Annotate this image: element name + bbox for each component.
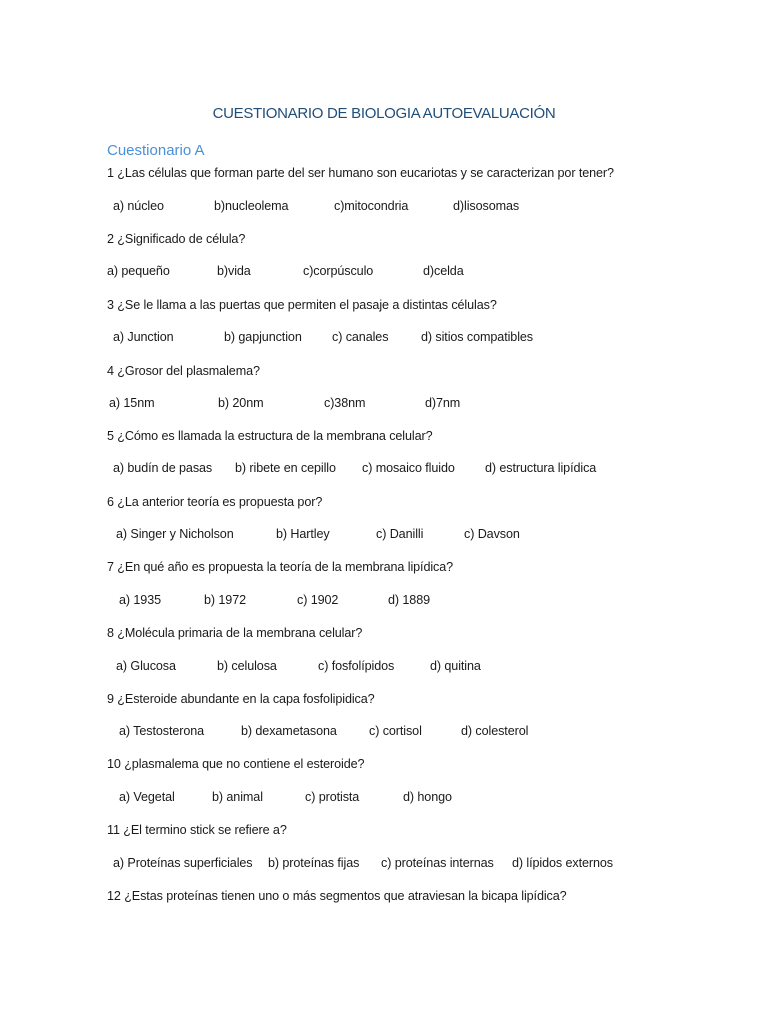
question-12: 12 ¿Estas proteínas tienen uno o más segmentos que atraviesan la bicapa lipídica? xyxy=(107,889,567,903)
option-7d: d) 1889 xyxy=(388,593,431,607)
document-title: CUESTIONARIO DE BIOLOGIA AUTOEVALUACIÓN xyxy=(212,105,556,122)
option-5d: d) estructura lipídica xyxy=(485,461,597,475)
question-6: 6 ¿La anterior teoría es propuesta por? xyxy=(107,495,323,509)
option-8b: b) celulosa xyxy=(217,659,277,673)
question-3: 3 ¿Se le llama a las puertas que permiten el pasaje a distintas células? xyxy=(107,298,497,312)
option-8d: d) quitina xyxy=(430,659,481,673)
option-1d: d)lisosomas xyxy=(453,199,520,213)
option-3b: b) gapjunction xyxy=(224,330,302,344)
option-5b: b) ribete en cepillo xyxy=(235,461,336,475)
option-1a: a) núcleo xyxy=(113,199,164,213)
option-11a: a) Proteínas superficiales xyxy=(113,856,253,870)
option-5a: a) budín de pasas xyxy=(113,461,213,475)
option-11d: d) lípidos externos xyxy=(512,856,614,870)
option-2d: d)celda xyxy=(423,264,464,278)
option-10a: a) Vegetal xyxy=(119,790,175,804)
question-2: 2 ¿Significado de célula? xyxy=(107,232,246,246)
option-7c: c) 1902 xyxy=(297,593,339,607)
option-1b: b)nucleolema xyxy=(214,199,289,213)
option-10c: c) protista xyxy=(305,790,360,804)
option-2a: a) pequeño xyxy=(107,264,170,278)
section-heading: Cuestionario A xyxy=(107,142,205,159)
question-9: 9 ¿Esteroide abundante en la capa fosfolipidica? xyxy=(107,692,375,706)
option-2b: b)vida xyxy=(217,264,251,278)
option-3a: a) Junction xyxy=(113,330,174,344)
option-10b: b) animal xyxy=(212,790,263,804)
option-6d: c) Davson xyxy=(464,527,520,541)
option-8a: a) Glucosa xyxy=(116,659,176,673)
option-6a: a) Singer y Nicholson xyxy=(116,527,234,541)
option-3d: d) sitios compatibles xyxy=(421,330,533,344)
option-9c: c) cortisol xyxy=(369,724,422,738)
option-5c: c) mosaico fluido xyxy=(362,461,455,475)
option-1c: c)mitocondria xyxy=(334,199,409,213)
question-7: 7 ¿En qué año es propuesta la teoría de la membrana lipídica? xyxy=(107,560,454,574)
option-4b: b) 20nm xyxy=(218,396,264,410)
option-6b: b) Hartley xyxy=(276,527,330,541)
question-5: 5 ¿Cómo es llamada la estructura de la membrana celular? xyxy=(107,429,433,443)
question-8: 8 ¿Molécula primaria de la membrana celular? xyxy=(107,626,363,640)
option-3c: c) canales xyxy=(332,330,389,344)
option-9d: d) colesterol xyxy=(461,724,529,738)
option-11c: c) proteínas internas xyxy=(381,856,494,870)
option-7b: b) 1972 xyxy=(204,593,247,607)
question-4: 4 ¿Grosor del plasmalema? xyxy=(107,364,260,378)
option-4d: d)7nm xyxy=(425,396,461,410)
option-2c: c)corpúsculo xyxy=(303,264,374,278)
option-9a: a) Testosterona xyxy=(119,724,205,738)
option-9b: b) dexametasona xyxy=(241,724,337,738)
option-7a: a) 1935 xyxy=(119,593,162,607)
option-8c: c) fosfolípidos xyxy=(318,659,395,673)
option-4c: c)38nm xyxy=(324,396,366,410)
option-11b: b) proteínas fijas xyxy=(268,856,360,870)
question-10: 10 ¿plasmalema que no contiene el esteroide? xyxy=(107,757,365,771)
option-6c: c) Danilli xyxy=(376,527,424,541)
option-10d: d) hongo xyxy=(403,790,452,804)
question-11: 11 ¿El termino stick se refiere a? xyxy=(107,823,287,837)
option-4a: a) 15nm xyxy=(109,396,155,410)
question-1: 1 ¿Las células que forman parte del ser humano son eucariotas y se caracterizan por tener? xyxy=(107,166,614,180)
